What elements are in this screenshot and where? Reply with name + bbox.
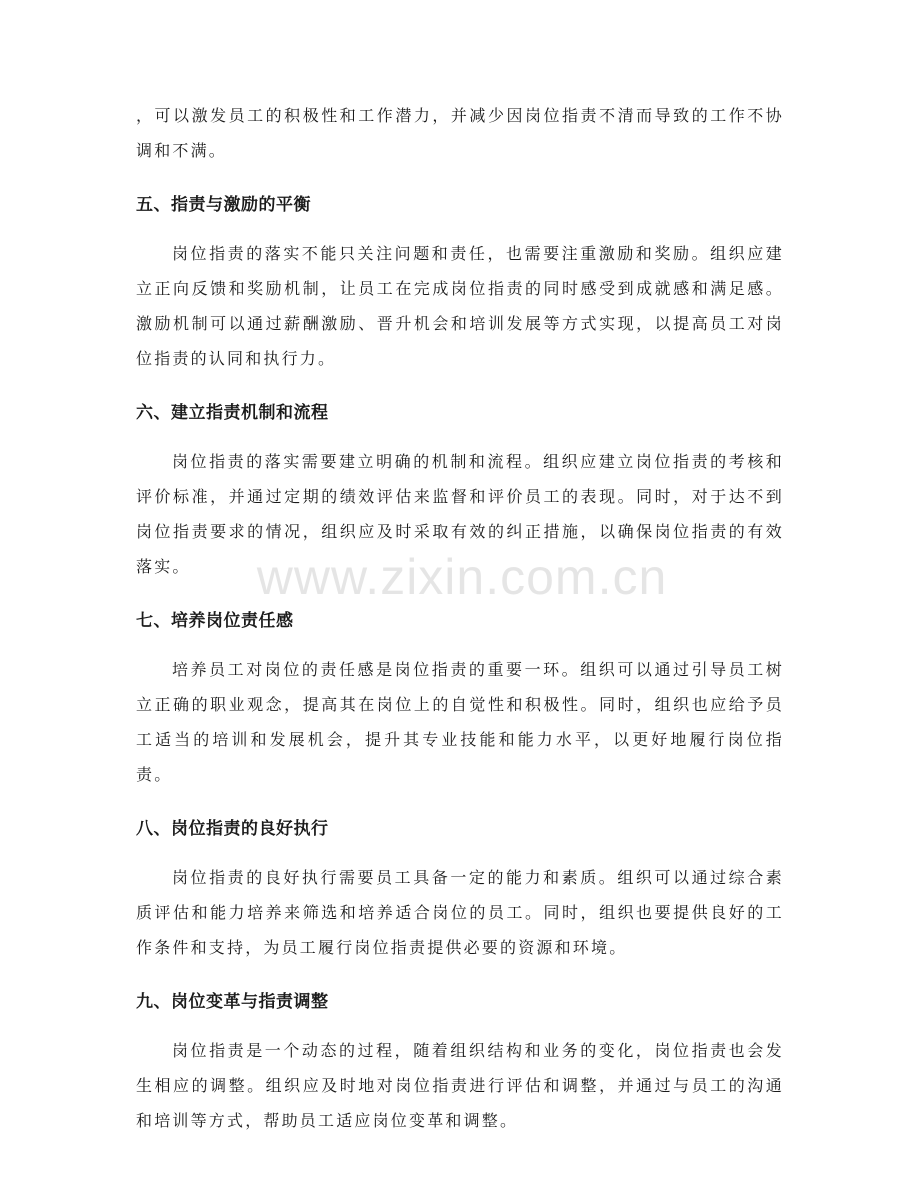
intro-paragraph: ，可以激发员工的积极性和工作潜力，并减少因岗位指责不清而导致的工作不协调和不满。 <box>136 106 784 160</box>
document-page <box>136 98 784 1138</box>
section-heading-8: 八、岗位指责的良好执行 <box>136 819 329 839</box>
section-heading-9: 九、岗位变革与指责调整 <box>136 992 329 1012</box>
section-body-7: 培养员工对岗位的责任感是岗位指责的重要一环。组织可以通过引导员工树立正确的职业观念，提高其在岗位上的自觉性和积极性。同时，组织也应给予员工适当的培训和发展机会，提升其专业技能和能力水平，以更好地履行岗位指责。 <box>136 660 784 784</box>
section-heading-6: 六、建立指责机制和流程 <box>136 403 329 423</box>
section-body-9: 岗位指责是一个动态的过程，随着组织结构和业务的变化，岗位指责也会发生相应的调整。组织应及时地对岗位指责进行评估和调整，并通过与员工的沟通和培训等方式，帮助员工适应岗位变革和调整。 <box>136 1041 784 1130</box>
section-body-6: 岗位指责的落实需要建立明确的机制和流程。组织应建立岗位指责的考核和评价标准，并通过定期的绩效评估来监督和评价员工的表现。同时，对于达不到岗位指责要求的情况，组织应及时采取有效的纠正措施，以确保岗位指责的有效落实。 <box>136 452 784 576</box>
section-heading-7: 七、培养岗位责任感 <box>136 611 294 631</box>
section-heading-5: 五、指责与激励的平衡 <box>136 195 311 215</box>
section-body-8: 岗位指责的良好执行需要员工具备一定的能力和素质。组织可以通过综合素质评估和能力培养来筛选和培养适合岗位的员工。同时，组织也要提供良好的工作条件和支持，为员工履行岗位指责提供必要的资源和环境。 <box>136 868 784 957</box>
section-body-5: 岗位指责的落实不能只关注问题和责任，也需要注重激励和奖励。组织应建立正向反馈和奖励机制，让员工在完成岗位指责的同时感受到成就感和满足感。激励机制可以通过薪酬激励、晋升机会和培训发展等方式实现，以提高员工对岗位指责的认同和执行力。 <box>136 244 784 368</box>
watermark-text: www.zixin.com.cn <box>256 549 668 605</box>
